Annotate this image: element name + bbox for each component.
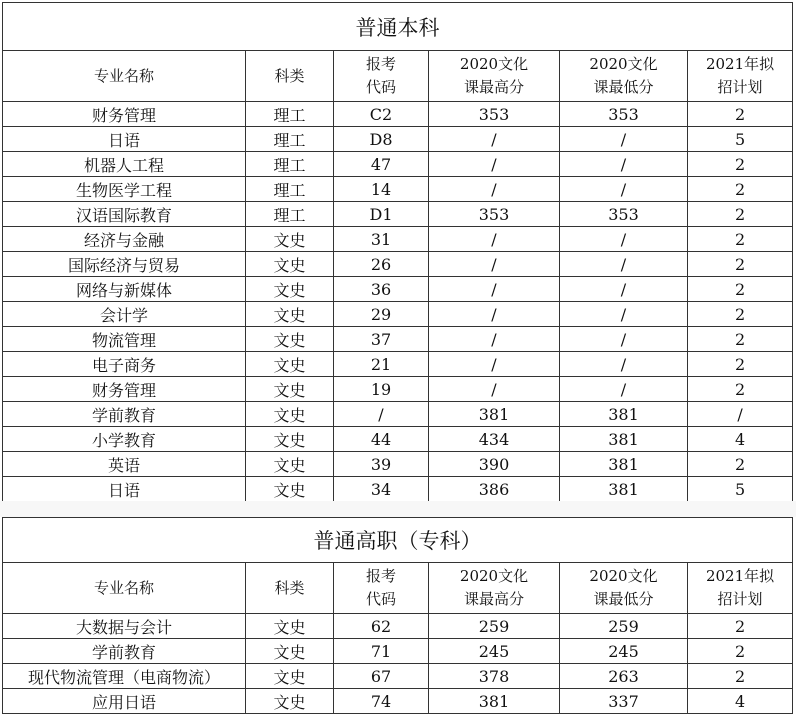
column-header-subject-category	[246, 51, 334, 102]
cell-max-score-2020: 386	[429, 477, 560, 502]
cell-major-name: 学前教育	[3, 639, 246, 664]
table-row	[3, 639, 793, 664]
header-line: 报考	[365, 55, 396, 73]
cell-subject-category: 文史	[246, 227, 334, 252]
cell-exam-code: 26	[334, 252, 429, 277]
cell-max-score-2020: 259	[429, 614, 560, 639]
cell-major-name: 学前教育	[3, 402, 246, 427]
cell-max-score-2020: /	[429, 152, 560, 177]
cell-max-score-2020: 245	[429, 639, 560, 664]
header-line: 2020文化	[589, 55, 658, 73]
header-line: 课最低分	[593, 78, 654, 96]
cell-major-name: 财务管理	[3, 377, 246, 402]
cell-major-name: 应用日语	[3, 689, 246, 714]
cell-plan-2021: 2	[688, 452, 793, 477]
header-line: 课最高分	[463, 78, 524, 96]
cell-exam-code: 19	[334, 377, 429, 402]
cell-major-name: 会计学	[3, 302, 246, 327]
table-row	[3, 152, 793, 177]
cell-major-name: 国际经济与贸易	[3, 252, 246, 277]
cell-exam-code: 71	[334, 639, 429, 664]
cell-plan-2021: 2	[688, 277, 793, 302]
table-row	[3, 127, 793, 152]
cell-subject-category: 文史	[246, 352, 334, 377]
cell-major-name: 小学教育	[3, 427, 246, 452]
cell-exam-code: 14	[334, 177, 429, 202]
cell-subject-category: 文史	[246, 427, 334, 452]
cell-max-score-2020: 353	[429, 202, 560, 227]
cell-max-score-2020: 381	[429, 689, 560, 714]
table-row	[3, 327, 793, 352]
cell-plan-2021: 2	[688, 352, 793, 377]
cell-min-score-2020: 353	[560, 202, 688, 227]
cell-exam-code: 74	[334, 689, 429, 714]
cell-plan-2021: 2	[688, 327, 793, 352]
cell-subject-category: 文史	[246, 664, 334, 689]
cell-min-score-2020: /	[560, 227, 688, 252]
cell-major-name: 大数据与会计	[3, 614, 246, 639]
cell-min-score-2020: 381	[560, 452, 688, 477]
cell-exam-code: D8	[334, 127, 429, 152]
cell-plan-2021: 2	[688, 614, 793, 639]
cell-min-score-2020: /	[560, 177, 688, 202]
cell-max-score-2020: /	[429, 277, 560, 302]
table-row	[3, 689, 793, 714]
column-header-max-score-2020	[429, 51, 560, 102]
cell-major-name: 现代物流管理（电商物流）	[3, 664, 246, 689]
cell-plan-2021: 2	[688, 152, 793, 177]
cell-exam-code: 21	[334, 352, 429, 377]
cell-min-score-2020: /	[560, 327, 688, 352]
cell-plan-2021: 5	[688, 477, 793, 502]
cell-subject-category: 文史	[246, 302, 334, 327]
table-row	[3, 377, 793, 402]
header-line: 2020文化	[459, 567, 529, 585]
cell-plan-2021: 2	[688, 377, 793, 402]
cell-max-score-2020: /	[429, 252, 560, 277]
table-row	[3, 452, 793, 477]
cell-exam-code: /	[334, 402, 429, 427]
column-header-max-score-2020	[429, 563, 560, 614]
table-row	[3, 252, 793, 277]
cell-max-score-2020: /	[429, 127, 560, 152]
cell-exam-code: C2	[334, 102, 429, 127]
cell-min-score-2020: 337	[560, 689, 688, 714]
cell-subject-category: 文史	[246, 689, 334, 714]
table-row	[3, 402, 793, 427]
cell-min-score-2020: /	[560, 252, 688, 277]
cell-subject-category: 理工	[246, 152, 334, 177]
section-title: 普通高职（专科）	[3, 518, 793, 563]
header-line: 课最低分	[593, 590, 654, 608]
cell-max-score-2020: 381	[429, 402, 560, 427]
cell-min-score-2020: 381	[560, 427, 688, 452]
cell-major-name: 机器人工程	[3, 152, 246, 177]
header-line: 科类	[274, 66, 305, 85]
table-row	[3, 664, 793, 689]
cell-exam-code: 36	[334, 277, 429, 302]
cell-max-score-2020: 378	[429, 664, 560, 689]
header-line: 招计划	[717, 78, 763, 96]
table-row	[3, 277, 793, 302]
header-line: 专业名称	[93, 66, 154, 85]
cell-major-name: 汉语国际教育	[3, 202, 246, 227]
cell-exam-code: 44	[334, 427, 429, 452]
cell-plan-2021: 4	[688, 427, 793, 452]
cell-max-score-2020: /	[429, 377, 560, 402]
cell-subject-category: 理工	[246, 102, 334, 127]
column-header-plan-2021	[688, 51, 793, 102]
column-header-subject-category	[246, 563, 334, 614]
column-header-plan-2021	[688, 563, 793, 614]
cell-major-name: 日语	[3, 127, 246, 152]
table-row	[3, 477, 793, 502]
cell-min-score-2020: 259	[560, 614, 688, 639]
cell-major-name: 日语	[3, 477, 246, 502]
cell-min-score-2020: 245	[560, 639, 688, 664]
cell-subject-category: 理工	[246, 127, 334, 152]
header-line: 2020文化	[459, 55, 529, 73]
column-header-exam-code	[334, 51, 429, 102]
cell-major-name: 经济与金融	[3, 227, 246, 252]
table-row	[3, 102, 793, 127]
header-line: 科类	[274, 578, 305, 597]
cell-exam-code: D1	[334, 202, 429, 227]
cell-subject-category: 文史	[246, 477, 334, 502]
cell-max-score-2020: /	[429, 227, 560, 252]
column-header-major-name	[3, 51, 246, 102]
cell-plan-2021: 4	[688, 689, 793, 714]
section-divider	[0, 501, 796, 517]
cell-min-score-2020: /	[560, 302, 688, 327]
column-header-major-name	[3, 563, 246, 614]
table-row	[3, 352, 793, 377]
cell-min-score-2020: 381	[560, 402, 688, 427]
cell-max-score-2020: /	[429, 302, 560, 327]
cell-max-score-2020: /	[429, 177, 560, 202]
cell-min-score-2020: 353	[560, 102, 688, 127]
cell-exam-code: 67	[334, 664, 429, 689]
undergraduate-table	[2, 2, 793, 502]
header-line: 招计划	[717, 590, 763, 608]
cell-plan-2021: 2	[688, 177, 793, 202]
cell-major-name: 网络与新媒体	[3, 277, 246, 302]
header-line: 报考	[365, 567, 396, 585]
cell-major-name: 生物医学工程	[3, 177, 246, 202]
cell-exam-code: 62	[334, 614, 429, 639]
table-row	[3, 227, 793, 252]
cell-plan-2021: 2	[688, 227, 793, 252]
column-header-min-score-2020	[560, 563, 688, 614]
cell-subject-category: 文史	[246, 252, 334, 277]
cell-max-score-2020: 390	[429, 452, 560, 477]
cell-subject-category: 理工	[246, 177, 334, 202]
header-line: 专业名称	[93, 578, 154, 597]
header-line: 2020文化	[589, 567, 658, 585]
cell-min-score-2020: /	[560, 127, 688, 152]
vocational-table	[2, 517, 793, 714]
cell-exam-code: 34	[334, 477, 429, 502]
cell-max-score-2020: /	[429, 352, 560, 377]
cell-plan-2021: /	[688, 402, 793, 427]
cell-max-score-2020: /	[429, 327, 560, 352]
cell-plan-2021: 2	[688, 664, 793, 689]
cell-min-score-2020: /	[560, 352, 688, 377]
table-row	[3, 302, 793, 327]
header-line: 课最高分	[463, 590, 524, 608]
cell-exam-code: 31	[334, 227, 429, 252]
cell-major-name: 电子商务	[3, 352, 246, 377]
cell-plan-2021: 2	[688, 102, 793, 127]
cell-major-name: 英语	[3, 452, 246, 477]
cell-max-score-2020: 353	[429, 102, 560, 127]
cell-subject-category: 文史	[246, 327, 334, 352]
cell-major-name: 财务管理	[3, 102, 246, 127]
table-row	[3, 427, 793, 452]
cell-exam-code: 29	[334, 302, 429, 327]
cell-min-score-2020: /	[560, 377, 688, 402]
header-row	[3, 563, 793, 614]
cell-major-name: 物流管理	[3, 327, 246, 352]
section-title: 普通本科	[3, 3, 793, 51]
cell-subject-category: 文史	[246, 277, 334, 302]
table-row	[3, 614, 793, 639]
cell-subject-category: 文史	[246, 377, 334, 402]
header-line: 2021年拟	[705, 55, 775, 73]
header-row	[3, 51, 793, 102]
cell-max-score-2020: 434	[429, 427, 560, 452]
cell-min-score-2020: 381	[560, 477, 688, 502]
header-line: 代码	[365, 78, 396, 96]
cell-plan-2021: 2	[688, 302, 793, 327]
header-line: 代码	[365, 590, 396, 608]
column-header-exam-code	[334, 563, 429, 614]
column-header-min-score-2020	[560, 51, 688, 102]
cell-subject-category: 文史	[246, 639, 334, 664]
cell-subject-category: 文史	[246, 452, 334, 477]
header-line: 2021年拟	[705, 567, 775, 585]
cell-subject-category: 理工	[246, 202, 334, 227]
cell-exam-code: 37	[334, 327, 429, 352]
table-row	[3, 202, 793, 227]
cell-exam-code: 47	[334, 152, 429, 177]
cell-plan-2021: 2	[688, 639, 793, 664]
table-row	[3, 177, 793, 202]
cell-plan-2021: 5	[688, 127, 793, 152]
cell-subject-category: 文史	[246, 614, 334, 639]
cell-plan-2021: 2	[688, 252, 793, 277]
cell-plan-2021: 2	[688, 202, 793, 227]
cell-min-score-2020: /	[560, 277, 688, 302]
cell-exam-code: 39	[334, 452, 429, 477]
cell-min-score-2020: 263	[560, 664, 688, 689]
cell-subject-category: 文史	[246, 402, 334, 427]
cell-min-score-2020: /	[560, 152, 688, 177]
